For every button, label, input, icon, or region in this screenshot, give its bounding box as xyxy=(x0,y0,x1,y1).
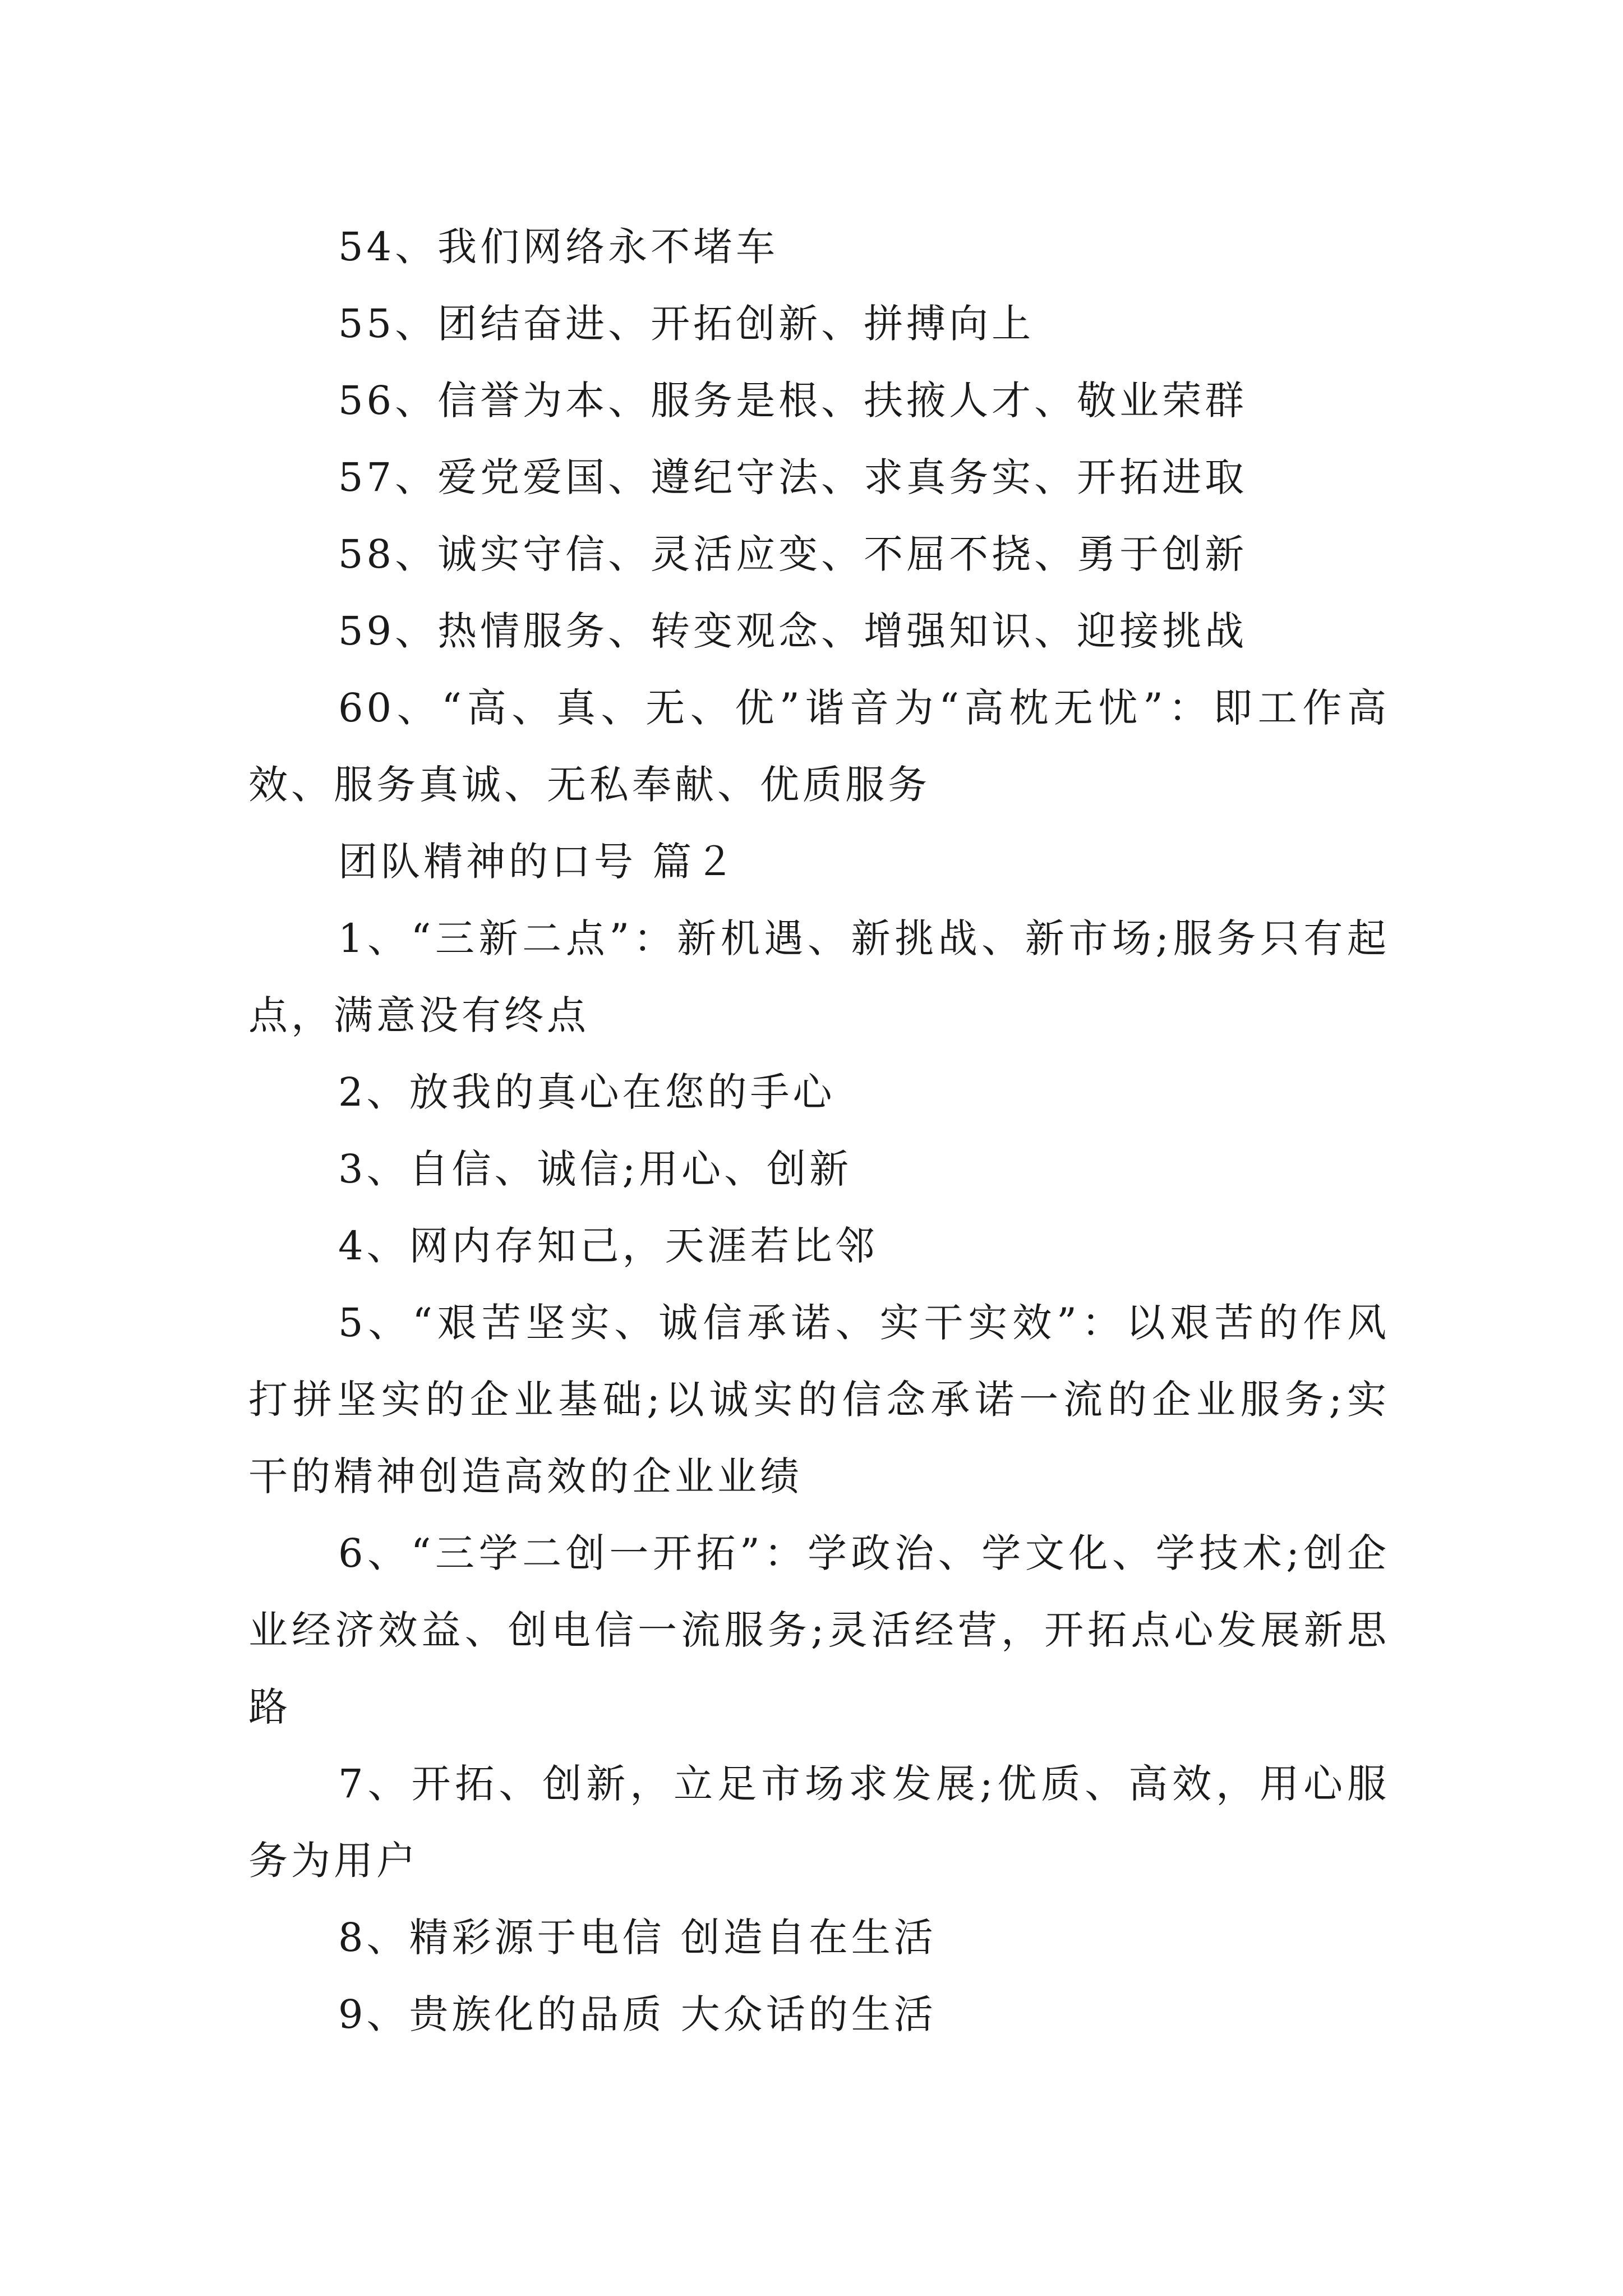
list-item: 6、“三学二创一开拓”：学政治、学文化、学技术;创企业经济效益、创电信一流服务;灵活经营，开拓点心发展新思路 xyxy=(248,1530,1390,1730)
list-item: 8、精彩源于电信 创造自在生活 xyxy=(338,1915,937,1961)
document-body xyxy=(248,209,1390,2053)
list-item: 60、“高、真、无、优”谐音为“高枕无忧”：即工作高效、服务真诚、无私奉献、优质服务 xyxy=(248,685,1390,808)
list-item: 59、热情服务、转变观念、增强知识、迎接挑战 xyxy=(338,608,1248,654)
list-item: 1、“三新二点”：新机遇、新挑战、新市场;服务只有起点，满意没有终点 xyxy=(248,915,1390,1038)
list-item: 9、贵族化的品质 大众话的生活 xyxy=(338,1991,937,2037)
list-item: 7、开拓、创新，立足市场求发展;优质、高效，用心服务为用户 xyxy=(248,1761,1390,1884)
list-item: 56、信誉为本、服务是根、扶掖人才、敬业荣群 xyxy=(338,378,1248,424)
list-item: 3、自信、诚信;用心、创新 xyxy=(338,1146,852,1192)
list-item: 5、“艰苦坚实、诚信承诺、实干实效”：以艰苦的作风打拼坚实的企业基础;以诚实的信念承诺一流的企业服务;实干的精神创造高效的企业业绩 xyxy=(248,1300,1390,1499)
list-item: 57、爱党爱国、遵纪守法、求真务实、开拓进取 xyxy=(338,454,1248,500)
list-item: 4、网内存知己，天涯若比邻 xyxy=(338,1223,878,1269)
list-item: 55、团结奋进、开拓创新、拼搏向上 xyxy=(338,301,1035,347)
list-item: 54、我们网络永不堵车 xyxy=(338,224,779,270)
list-item: 58、诚实守信、灵活应变、不屈不挠、勇于创新 xyxy=(338,531,1248,577)
list-item: 2、放我的真心在您的手心 xyxy=(338,1069,836,1115)
section-heading: 团队精神的口号 篇２ xyxy=(338,839,738,885)
